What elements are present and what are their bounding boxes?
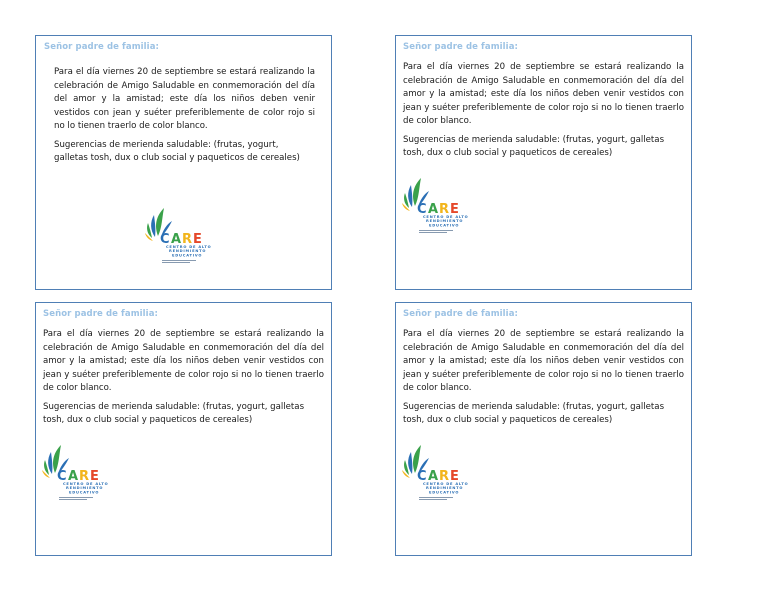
notice-card-4: [395, 302, 692, 556]
logo-fine-print: [59, 497, 93, 498]
logo-letter: R: [79, 469, 90, 484]
care-logo: [401, 176, 483, 234]
logo-fine-print: [419, 497, 453, 498]
logo-fine-print: [419, 499, 447, 500]
logo-fine-print: [419, 232, 447, 233]
logo-letter: C: [417, 469, 427, 484]
logo-tagline-line: RENDIMIENTO: [169, 249, 207, 254]
card-heading: Señor padre de familia:: [403, 309, 519, 319]
logo-fine-print: [419, 230, 453, 231]
logo-fine-print: [59, 499, 87, 500]
logo-tagline-line: RENDIMIENTO: [66, 486, 104, 491]
logo-tagline-line: RENDIMIENTO: [426, 486, 464, 491]
care-logo: [144, 206, 226, 264]
card-heading: Señor padre de familia:: [44, 42, 160, 52]
logo-leaf-icon: [408, 452, 412, 474]
logo-fine-print: [162, 262, 190, 263]
logo-letter: A: [68, 469, 79, 484]
card-paragraph: Para el día viernes 20 de septiembre se estará realizando la celebración de Amigo Saludable en conmemoración del día del amor y la amistad; este día los niños deben venir vestidos con jean y suéter preferiblemente de color rojo si no lo tienen traerlo de color blanco.: [403, 62, 684, 126]
care-logo-mark: [41, 443, 123, 501]
logo-tagline-line: CENTRO DE ALTO: [63, 482, 109, 486]
care-logo-mark: [144, 206, 226, 264]
card-suggestions: Sugerencias de merienda saludable: (frutas, yogurt, galletas tosh, dux o club social y paqueticos de cereales): [43, 401, 305, 425]
card-heading: Señor padre de familia:: [43, 309, 159, 319]
notice-card-3: [35, 302, 332, 556]
logo-tagline-line: CENTRO DE ALTO: [423, 215, 469, 219]
logo-letter: A: [428, 469, 439, 484]
logo-leaf-icon: [151, 215, 155, 237]
logo-fine-print: [162, 260, 196, 261]
logo-letter: E: [450, 202, 459, 217]
logo-leaf-icon: [48, 452, 52, 474]
notice-card-2: [395, 35, 692, 290]
logo-tagline-line: RENDIMIENTO: [426, 219, 464, 224]
logo-tagline-line: EDUCATIVO: [172, 253, 203, 258]
logo-letter: E: [90, 469, 99, 484]
card-heading: Señor padre de familia:: [403, 42, 519, 52]
logo-tagline-line: EDUCATIVO: [69, 490, 100, 495]
card-paragraph: Para el día viernes 20 de septiembre se estará realizando la celebración de Amigo Saludable en conmemoración del día del amor y la amistad; este día los niños deben venir vestidos con jean y suéter preferiblemente de color rojo si no lo tienen traerlo de color blanco.: [403, 329, 684, 393]
logo-letter: A: [428, 202, 439, 217]
card-suggestions: Sugerencias de merienda saludable: (frutas, yogurt, galletas tosh, dux o club social y paqueticos de cereales): [54, 139, 300, 163]
logo-letter: E: [450, 469, 459, 484]
care-logo-mark: [401, 176, 483, 234]
logo-letter: C: [57, 469, 67, 484]
card-paragraph: Para el día viernes 20 de septiembre se estará realizando la celebración de Amigo Saludable en conmemoración del día del amor y la amistad; este día los niños deben venir vestidos con jean y suéter preferiblemente de color rojo si no lo tienen traerlo de color blanco.: [43, 329, 324, 393]
card-paragraph: Para el día viernes 20 de septiembre se estará realizando la celebración de Amigo Saludable en conmemoración del día del amor y la amistad; este día los niños deben venir vestidos con jean y suéter preferiblemente de color rojo si no lo tienen traerlo de color blanco.: [54, 67, 315, 131]
card-suggestions: Sugerencias de merienda saludable: (frutas, yogurt, galletas tosh, dux o club social y paqueticos de cereales): [403, 401, 665, 425]
logo-letter: C: [417, 202, 427, 217]
logo-tagline-line: EDUCATIVO: [429, 223, 460, 228]
logo-tagline-line: CENTRO DE ALTO: [423, 482, 469, 486]
logo-letter: E: [193, 232, 202, 247]
care-logo-mark: [401, 443, 483, 501]
notice-card-1: [35, 35, 332, 290]
card-suggestions: Sugerencias de merienda saludable: (frutas, yogurt, galletas tosh, dux o club social y paqueticos de cereales): [403, 134, 665, 158]
logo-letter: R: [182, 232, 193, 247]
logo-letter: R: [439, 202, 450, 217]
logo-letter: A: [171, 232, 182, 247]
care-logo: [401, 443, 483, 501]
logo-tagline-line: EDUCATIVO: [429, 490, 460, 495]
logo-leaf-icon: [408, 185, 412, 207]
logo-letter: C: [160, 232, 170, 247]
logo-letter: R: [439, 469, 450, 484]
care-logo: [41, 443, 123, 501]
logo-tagline-line: CENTRO DE ALTO: [166, 245, 212, 249]
